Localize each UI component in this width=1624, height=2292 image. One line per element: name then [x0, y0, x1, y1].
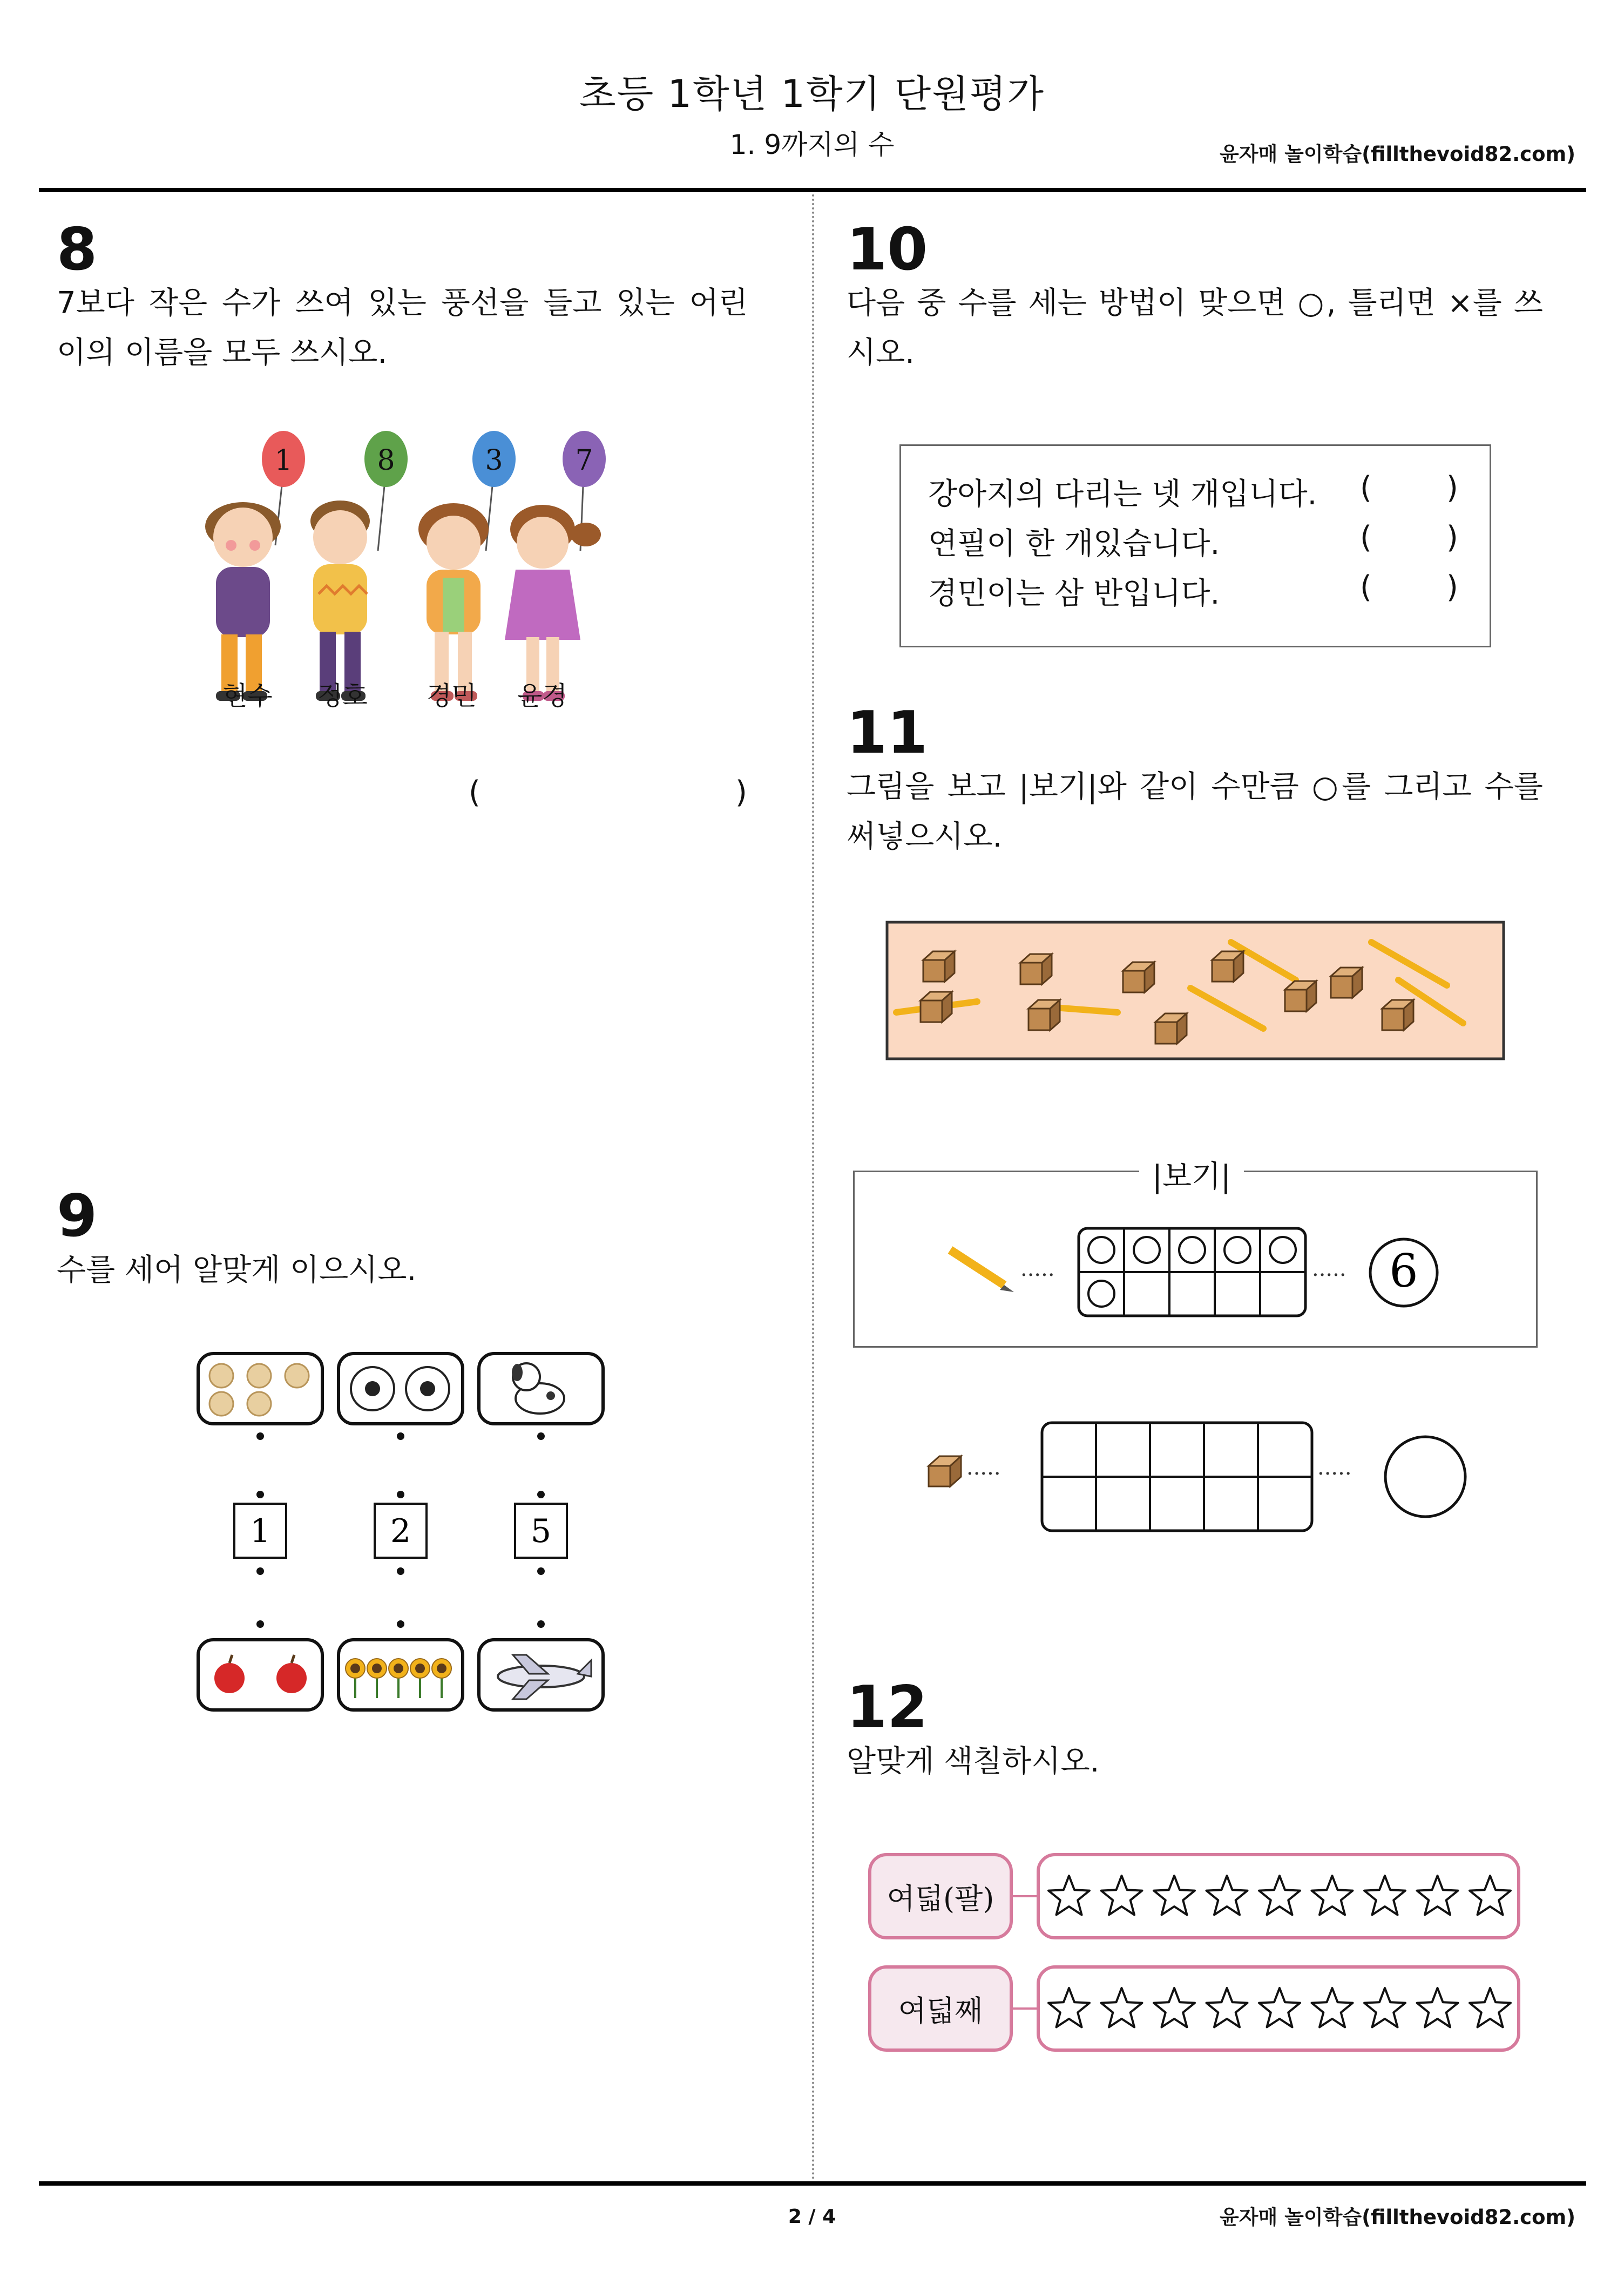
footer-divider — [39, 2181, 1586, 2186]
star-icon[interactable] — [1048, 1876, 1090, 1915]
question-11-number: 11 — [847, 699, 928, 767]
star-icon[interactable] — [1312, 1876, 1353, 1915]
question-11-text — [847, 762, 1543, 862]
statement-2-answer-field[interactable] — [1376, 520, 1441, 558]
question-10-text — [847, 279, 1543, 378]
wooden-cube-icon — [1020, 954, 1052, 984]
question-8-number: 8 — [57, 216, 98, 283]
balloon-number-4: 7 — [575, 444, 593, 477]
star-icon[interactable] — [1259, 1876, 1300, 1915]
question-11-line2: 써넣으시오. — [847, 819, 1003, 854]
practice-dots-left: ····· — [966, 1462, 1001, 1486]
wooden-cube-icon — [1212, 951, 1243, 982]
star-icon[interactable] — [1101, 1988, 1142, 2027]
sunflower-card — [339, 1640, 463, 1710]
question-8-line1: 7보다 작은 수가 쓰여 있는 풍선을 들고 있는 어린 — [57, 286, 748, 321]
star-icon[interactable] — [1364, 1988, 1405, 2027]
star-icon[interactable] — [1312, 1988, 1353, 2027]
question-10-line2: 시오. — [847, 335, 915, 370]
matching-exercise — [194, 1350, 615, 1728]
example-dots-right: ····· — [1312, 1263, 1346, 1288]
star-row-stars — [1042, 1856, 1517, 1937]
apple-card — [198, 1640, 322, 1710]
star-icon[interactable] — [1207, 1988, 1248, 2027]
footer-brand: 윤자매 놀이학습(fillthevoid82.com) — [1220, 2206, 1575, 2229]
star-icon[interactable] — [1417, 1988, 1458, 2027]
question-12-number: 12 — [847, 1674, 928, 1741]
example-value: 6 — [1389, 1245, 1418, 1297]
number-word-label-2: 여덟째 — [868, 1965, 1013, 2052]
kid-name-4: 윤경 — [517, 681, 567, 711]
question-10-number: 10 — [847, 216, 928, 283]
soccer-ball-card — [339, 1354, 463, 1424]
wooden-cube-icon — [923, 951, 955, 982]
header-brand: 윤자매 놀이학습(fillthevoid82.com) — [1220, 143, 1575, 166]
question-10-statement-box — [899, 444, 1491, 647]
star-icon[interactable] — [1207, 1876, 1248, 1915]
balloon-number-1: 1 — [274, 444, 293, 477]
star-icon[interactable] — [1259, 1988, 1300, 2027]
sunflower-center — [350, 1664, 360, 1673]
wooden-cube-icon — [921, 992, 952, 1022]
number-box-1: 1 — [249, 1512, 271, 1550]
star-icon[interactable] — [1101, 1876, 1142, 1915]
statement-1-open-paren: ( — [1360, 470, 1372, 505]
sunflower-center — [394, 1664, 403, 1673]
star-row-2 — [1037, 1965, 1520, 2052]
header-divider — [39, 188, 1586, 192]
wooden-cube-icon — [1028, 1000, 1060, 1030]
example-label: |보기| — [1139, 1153, 1244, 1196]
question-8-answer-field[interactable] — [489, 772, 726, 815]
example-dots-left: ····· — [1020, 1263, 1055, 1288]
statement-2-open-paren: ( — [1360, 520, 1372, 555]
statement-3-answer-field[interactable] — [1376, 570, 1441, 607]
balloon-number-2: 8 — [377, 444, 395, 477]
example-diagram — [939, 1223, 1458, 1331]
statement-3: 경민이는 삼 반입니다. — [928, 576, 1220, 611]
page-subtitle: 1. 9까지의 수 — [729, 129, 895, 160]
practice-ten-frame[interactable] — [1042, 1423, 1312, 1531]
cookie-card — [198, 1354, 322, 1424]
star-icon[interactable] — [1417, 1876, 1458, 1915]
dog-card — [479, 1354, 603, 1424]
statement-2-close-paren: ) — [1446, 520, 1458, 555]
row-connector — [1013, 1895, 1038, 1897]
wooden-cube-icon — [1382, 1000, 1413, 1030]
practice-dots-right: ····· — [1317, 1462, 1352, 1486]
kid-name-3: 경민 — [427, 681, 477, 711]
number-box-3: 5 — [530, 1512, 552, 1550]
star-icon[interactable] — [1154, 1988, 1195, 2027]
balloon-number-3: 3 — [485, 444, 503, 477]
statement-3-open-paren: ( — [1360, 570, 1372, 605]
statement-1: 강아지의 다리는 넷 개입니다. — [928, 477, 1317, 512]
sunflower-center — [372, 1664, 382, 1673]
star-icon[interactable] — [1048, 1988, 1090, 2027]
practice-cube-icon — [929, 1456, 961, 1486]
star-icon[interactable] — [1470, 1876, 1511, 1915]
sunflower-center — [415, 1664, 425, 1673]
kid-jungho-figure — [310, 501, 370, 701]
airplane-card — [479, 1640, 603, 1710]
question-8-line2: 이의 이름을 모두 쓰시오. — [57, 335, 388, 370]
wooden-cube-icon — [1155, 1013, 1187, 1044]
kid-name-2: 정호 — [317, 681, 368, 711]
kid-yunkyung-figure — [505, 505, 601, 701]
wooden-cube-icon — [1285, 981, 1316, 1011]
wooden-cube-icon — [1123, 962, 1154, 992]
star-row-stars — [1042, 1969, 1517, 2050]
page-title: 초등 1학년 1학기 단원평가 — [579, 72, 1045, 116]
question-8-answer-close-paren: ) — [735, 775, 747, 810]
question-9-number: 9 — [57, 1182, 98, 1250]
question-8-answer-open-paren: ( — [469, 775, 481, 810]
question-10-line1: 다음 중 수를 세는 방법이 맞으면 ○, 틀리면 ×를 쓰 — [847, 286, 1543, 321]
statement-1-answer-field[interactable] — [1376, 470, 1441, 508]
wooden-cube-icon — [1331, 968, 1362, 998]
statement-2: 연필이 한 개있습니다. — [928, 526, 1220, 562]
question-9-text: 수를 세어 알맞게 이으시오. — [57, 1253, 417, 1288]
question-8-text — [57, 279, 748, 378]
kid-hyunsu-figure — [205, 502, 281, 701]
practice-answer-circle[interactable] — [1385, 1437, 1465, 1517]
statement-1-close-paren: ) — [1446, 470, 1458, 505]
star-icon[interactable] — [1154, 1876, 1195, 1915]
column-divider — [812, 194, 814, 2181]
star-icon[interactable] — [1470, 1988, 1511, 2027]
row-connector — [1013, 2007, 1038, 2010]
number-word-label-1: 여덟(팔) — [868, 1853, 1013, 1939]
star-row-1 — [1037, 1853, 1520, 1939]
question-12-text: 알맞게 색칠하시오. — [847, 1744, 1100, 1779]
boxes-and-pencils-picture — [885, 921, 1506, 1062]
star-icon[interactable] — [1364, 1876, 1405, 1915]
sunflower-center — [437, 1664, 446, 1673]
kid-name-1: 현수 — [222, 681, 273, 711]
question-11-line1: 그림을 보고 |보기|와 같이 수만큼 ○를 그리고 수를 — [847, 769, 1543, 804]
statement-3-close-paren: ) — [1446, 570, 1458, 605]
kid-gyeongmin-figure — [418, 503, 489, 701]
page-number: 2 / 4 — [788, 2206, 836, 2228]
example-pencil-icon — [950, 1250, 1014, 1292]
number-box-2: 2 — [390, 1512, 411, 1550]
